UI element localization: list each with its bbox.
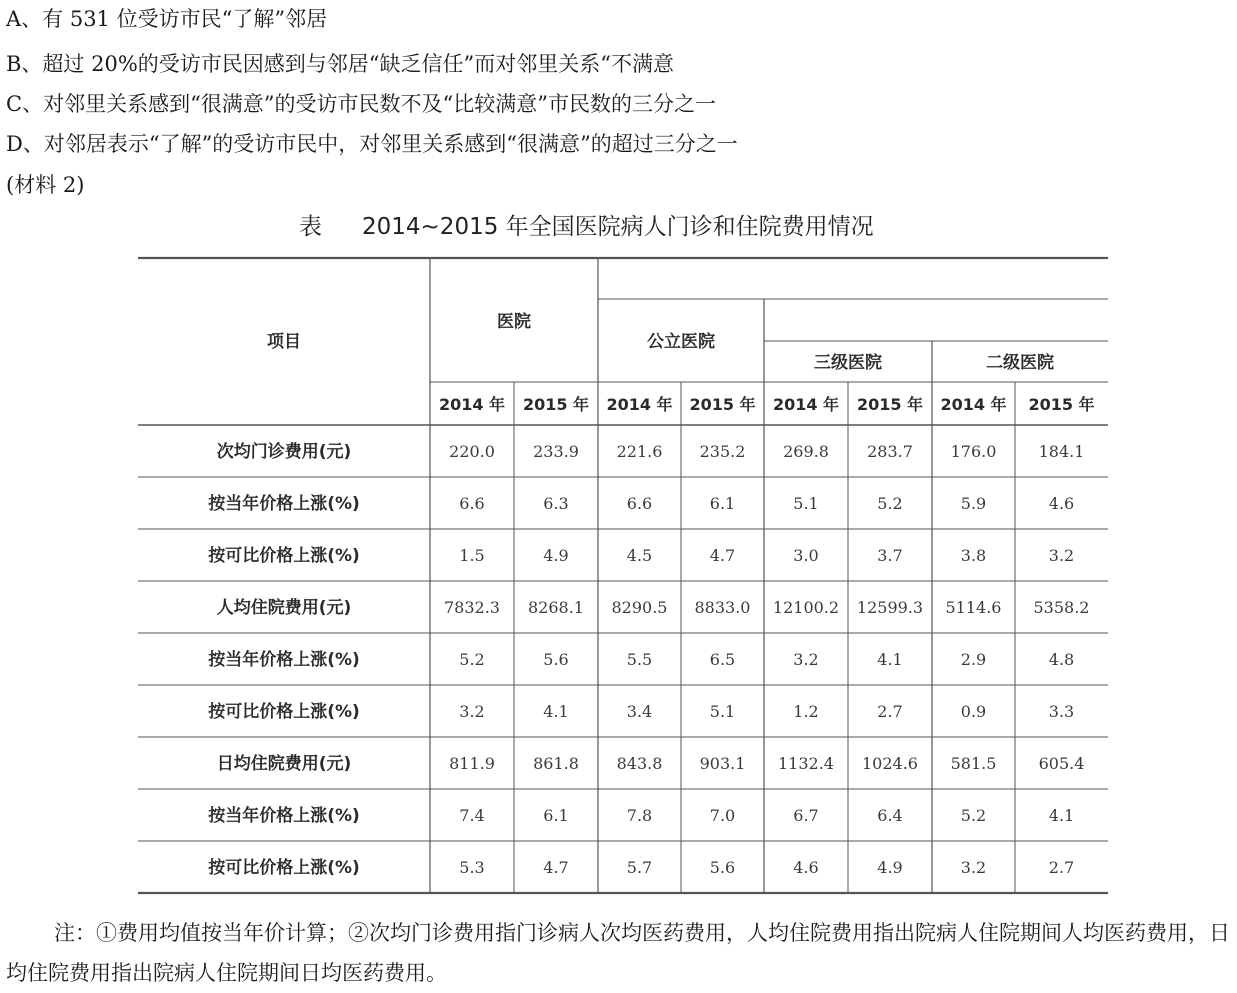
- table-cell: 269.8: [783, 442, 829, 461]
- table-cell: 5.6: [543, 650, 569, 669]
- table-cell: 0.9: [960, 702, 987, 721]
- table-cell: 3.2: [1048, 546, 1075, 565]
- table-cell: 843.8: [616, 754, 663, 773]
- table-cell: 6.1: [709, 494, 736, 513]
- table-cell: 2.7: [1048, 858, 1075, 877]
- year-header-cell: 2015 年: [689, 395, 756, 414]
- row-label: 按可比价格上涨(%): [208, 546, 360, 566]
- table-cell: 3.8: [960, 546, 987, 565]
- table-cell: 5.7: [626, 858, 653, 877]
- header-hospital: 医院: [497, 312, 531, 332]
- table-cell: 184.1: [1038, 442, 1085, 461]
- table-cell: 6.6: [626, 494, 653, 513]
- table-cell: 5.2: [459, 650, 485, 669]
- table-cell: 605.4: [1038, 754, 1085, 773]
- table-cell: 6.1: [543, 806, 569, 825]
- table-cell: 4.8: [1048, 650, 1075, 669]
- table-cell: 5.6: [709, 858, 736, 877]
- table-cell: 861.8: [533, 754, 579, 773]
- table-cell: 5.2: [960, 806, 987, 825]
- material-label: (材料 2): [6, 173, 85, 197]
- table-cell: 7.8: [626, 806, 653, 825]
- table-note: 注：①费用均值按当年价计算；②次均门诊费用指门诊病人次均医药费用，人均住院费用指出院病人住院期间人均医药费用，日均住院费用指出院病人住院期间日均医药费用。: [6, 921, 1230, 985]
- year-header-cell: 2014 年: [606, 395, 673, 414]
- table-cell: 5.2: [877, 494, 903, 513]
- row-label: 按可比价格上涨(%): [208, 858, 360, 878]
- table-cell: 6.5: [709, 650, 736, 669]
- year-header-cell: 2015 年: [522, 395, 590, 414]
- table-cell: 3.4: [626, 702, 653, 721]
- row-label: 次均门诊费用(元): [216, 442, 352, 462]
- table-cell: 6.6: [459, 494, 485, 513]
- header-item: 项目: [267, 332, 301, 352]
- year-header-cell: 2014 年: [438, 395, 506, 414]
- header-tier2-hospital: 二级医院: [986, 353, 1054, 373]
- table-cell: 3.2: [960, 858, 987, 877]
- year-header-cell: 2015 年: [1028, 395, 1095, 414]
- table-cell: 1.5: [459, 546, 485, 565]
- option-b: B、超过 20%的受访市民因感到与邻居“缺乏信任”而对邻里关系“不满意: [6, 52, 674, 76]
- option-d: D、对邻居表示“了解”的受访市民中，对邻里关系感到“很满意”的超过三分之一: [6, 132, 738, 156]
- table-cell: 233.9: [533, 442, 579, 461]
- table-cell: 4.1: [877, 650, 903, 669]
- row-label: 按可比价格上涨(%): [208, 702, 360, 722]
- table-cell: 4.1: [1048, 806, 1075, 825]
- table-cell: 8833.0: [694, 598, 751, 617]
- table-cell: 903.1: [699, 754, 746, 773]
- table-body: [208, 441, 1089, 878]
- table-grid: [138, 258, 1108, 893]
- table-cell: 5114.6: [945, 598, 1002, 617]
- table-cell: 5.1: [709, 702, 736, 721]
- table-cell: 12599.3: [856, 598, 924, 617]
- table-cell: 220.0: [449, 442, 495, 461]
- table-cell: 1024.6: [862, 754, 918, 773]
- table-cell: 5.9: [960, 494, 987, 513]
- table-cell: 3.2: [793, 650, 819, 669]
- table-cell: 4.7: [709, 546, 736, 565]
- year-header-row: [439, 395, 1095, 414]
- table-cell: 4.6: [1048, 494, 1075, 513]
- table-cell: 4.9: [543, 546, 569, 565]
- table-cell: 581.5: [950, 754, 997, 773]
- table-caption-title: 2014~2015 年全国医院病人门诊和住院费用情况: [362, 214, 874, 240]
- row-label: 人均住院费用(元): [216, 598, 352, 618]
- table-cell: 6.4: [877, 806, 903, 825]
- table-cell: 8268.1: [528, 598, 584, 617]
- table-cell: 7.0: [709, 806, 736, 825]
- row-label: 按当年价格上涨(%): [208, 650, 360, 670]
- table-caption-lead: 表: [299, 214, 322, 240]
- table-cell: 2.7: [877, 702, 903, 721]
- table-cell: 12100.2: [772, 598, 840, 617]
- table-cell: 235.2: [699, 442, 746, 461]
- table-cell: 3.3: [1048, 702, 1075, 721]
- table-cell: 5.5: [626, 650, 653, 669]
- table-cell: 7832.3: [444, 598, 500, 617]
- table-cell: 4.1: [543, 702, 569, 721]
- row-label: 按当年价格上涨(%): [208, 806, 360, 826]
- table-cell: 6.7: [793, 806, 819, 825]
- row-label: 按当年价格上涨(%): [208, 494, 360, 514]
- table-cell: 5358.2: [1033, 598, 1090, 617]
- option-a: A、有 531 位受访市民“了解”邻居: [6, 7, 328, 31]
- table-cell: 2.9: [960, 650, 987, 669]
- header-tier3-hospital: 三级医院: [814, 353, 882, 373]
- header-public-hospital: 公立医院: [647, 332, 715, 352]
- table-cell: 3.2: [459, 702, 485, 721]
- table-cell: 7.4: [459, 806, 485, 825]
- table-cell: 4.7: [543, 858, 569, 877]
- year-header-cell: 2015 年: [856, 395, 924, 414]
- table-cell: 5.3: [459, 858, 485, 877]
- table-cell: 5.1: [793, 494, 819, 513]
- table-cell: 4.6: [793, 858, 819, 877]
- table-cell: 4.9: [877, 858, 903, 877]
- row-label: 日均住院费用(元): [216, 754, 352, 774]
- table-cell: 4.5: [626, 546, 653, 565]
- year-header-cell: 2014 年: [940, 395, 1007, 414]
- table-cell: 6.3: [543, 494, 569, 513]
- table-cell: 1.2: [793, 702, 819, 721]
- option-c: C、对邻里关系感到“很满意”的受访市民数不及“比较满意”市民数的三分之一: [6, 92, 717, 116]
- table-cell: 3.0: [793, 546, 819, 565]
- table-cell: 176.0: [950, 442, 997, 461]
- table-cell: 221.6: [616, 442, 663, 461]
- table-cell: 8290.5: [611, 598, 668, 617]
- table-cell: 811.9: [449, 754, 495, 773]
- year-header-cell: 2014 年: [772, 395, 840, 414]
- table-cell: 283.7: [867, 442, 913, 461]
- table-cell: 3.7: [877, 546, 903, 565]
- table-cell: 1132.4: [778, 754, 834, 773]
